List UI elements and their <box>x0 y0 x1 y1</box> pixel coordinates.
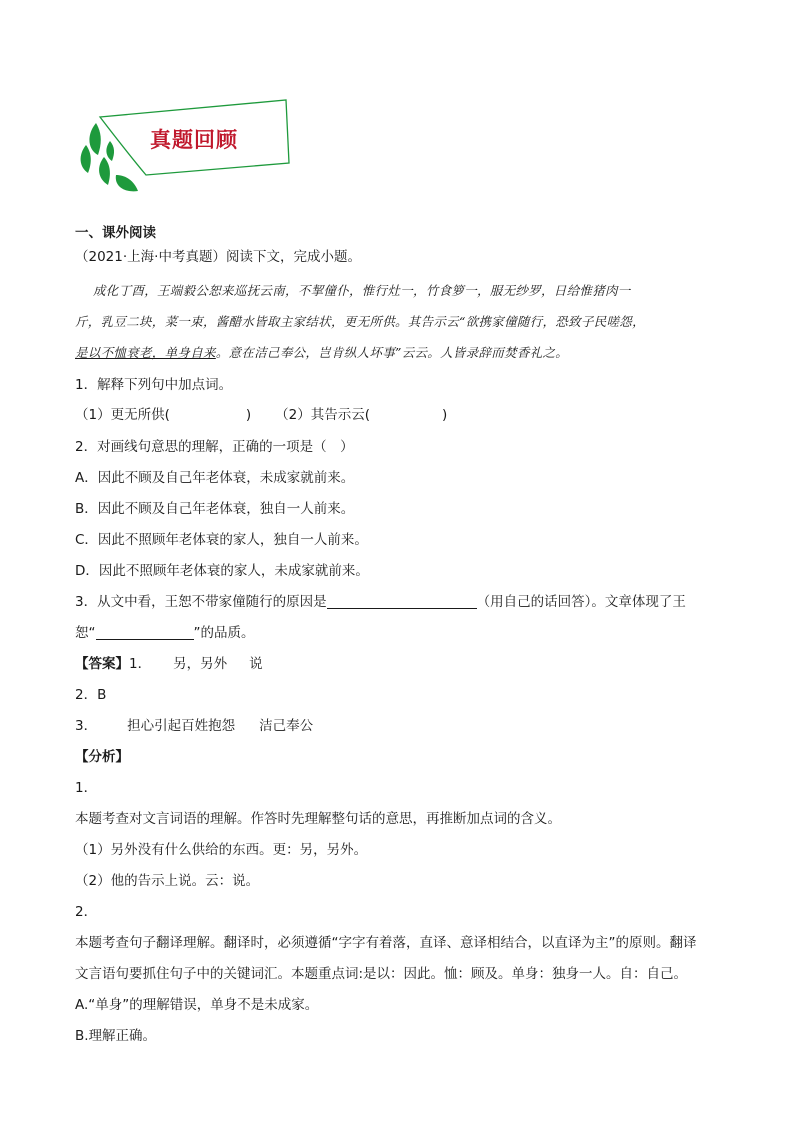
analysis-paragraph-2-line-1: 本题考查句子翻译理解。翻译时，必须遵循“字字有着落，直译、意译相结合，以直译为主”的原则。翻译 <box>75 935 697 951</box>
underlined-sentence: 是以不恤衰老，单身自来 <box>75 345 216 360</box>
analysis-paragraph-2-line-2: 文言语句要抓住句子中的关键词汇。本题重点词:是以：因此。恤：顾及。单身：独身一人。自：自己。 <box>75 966 688 982</box>
question-source: （2021·上海·中考真题）阅读下文，完成小题。 <box>75 249 361 265</box>
answer-line-1: 【答案】1． 另，另外 说 <box>75 656 263 672</box>
answer-blank <box>327 594 477 609</box>
analysis-paragraph-1: 本题考查对文言词语的理解。作答时先理解整句话的意思，再推断加点词的含义。 <box>75 811 561 827</box>
analysis-item-1a: （1）另外没有什么供给的东西。更：另，另外。 <box>75 842 368 858</box>
passage-line-2: 斤，乳豆二块，菜一束，酱醋水皆取主家结状，更无所供。其告示云“欲携家僮随行，恐致子民嗟怨， <box>75 314 645 329</box>
question-2: 2．对画线句意思的理解，正确的一项是（ ） <box>75 439 354 455</box>
analysis-item-1b: （2）他的告示上说。云：说。 <box>75 873 260 889</box>
analysis-number-1: 1． <box>75 780 98 796</box>
answer-line-2: 2．B <box>75 687 107 703</box>
option-d: D．因此不照顾年老体衰的家人，未成家就前来。 <box>75 563 369 579</box>
answer-line-3: 3． 担心引起百姓抱怨 洁己奉公 <box>75 718 314 734</box>
analysis-option-b: B.理解正确。 <box>75 1028 157 1044</box>
passage-line-3: 是以不恤衰老，单身自来。意在洁己奉公，岂肯纵人坏事”云云。人皆录辞而焚香礼之。 <box>75 345 569 360</box>
option-a: A．因此不顾及自己年老体衰，未成家就前来。 <box>75 470 355 486</box>
analysis-option-a: A.“单身”的理解错误，单身不是未成家。 <box>75 997 319 1013</box>
answer-blank <box>96 625 194 640</box>
question-1-items: （1）更无所供( ) （2）其告示云( ) <box>75 407 448 423</box>
question-3: 3．从文中看，王恕不带家僮随行的原因是 （用自己的话回答）。文章体现了王 <box>75 594 686 610</box>
passage-line-1: 成化丁酉，王端毅公恕来巡抚云南，不挈僮仆，惟行灶一，竹食箩一，服无纱罗，日给惟猪肉一 <box>93 283 631 298</box>
analysis-label: 【分析】 <box>75 749 129 765</box>
section-heading: 一、课外阅读 <box>75 225 156 241</box>
question-1: 1．解释下列句中加点词。 <box>75 377 233 393</box>
banner-title: 真题回顾 <box>150 127 238 152</box>
option-b: B．因此不顾及自己年老体衰，独自一人前来。 <box>75 501 355 517</box>
analysis-number-2: 2． <box>75 904 98 920</box>
question-3-cont: 恕“ ”的品质。 <box>75 625 255 641</box>
option-c: C．因此不照顾年老体衰的家人，独自一人前来。 <box>75 532 368 548</box>
